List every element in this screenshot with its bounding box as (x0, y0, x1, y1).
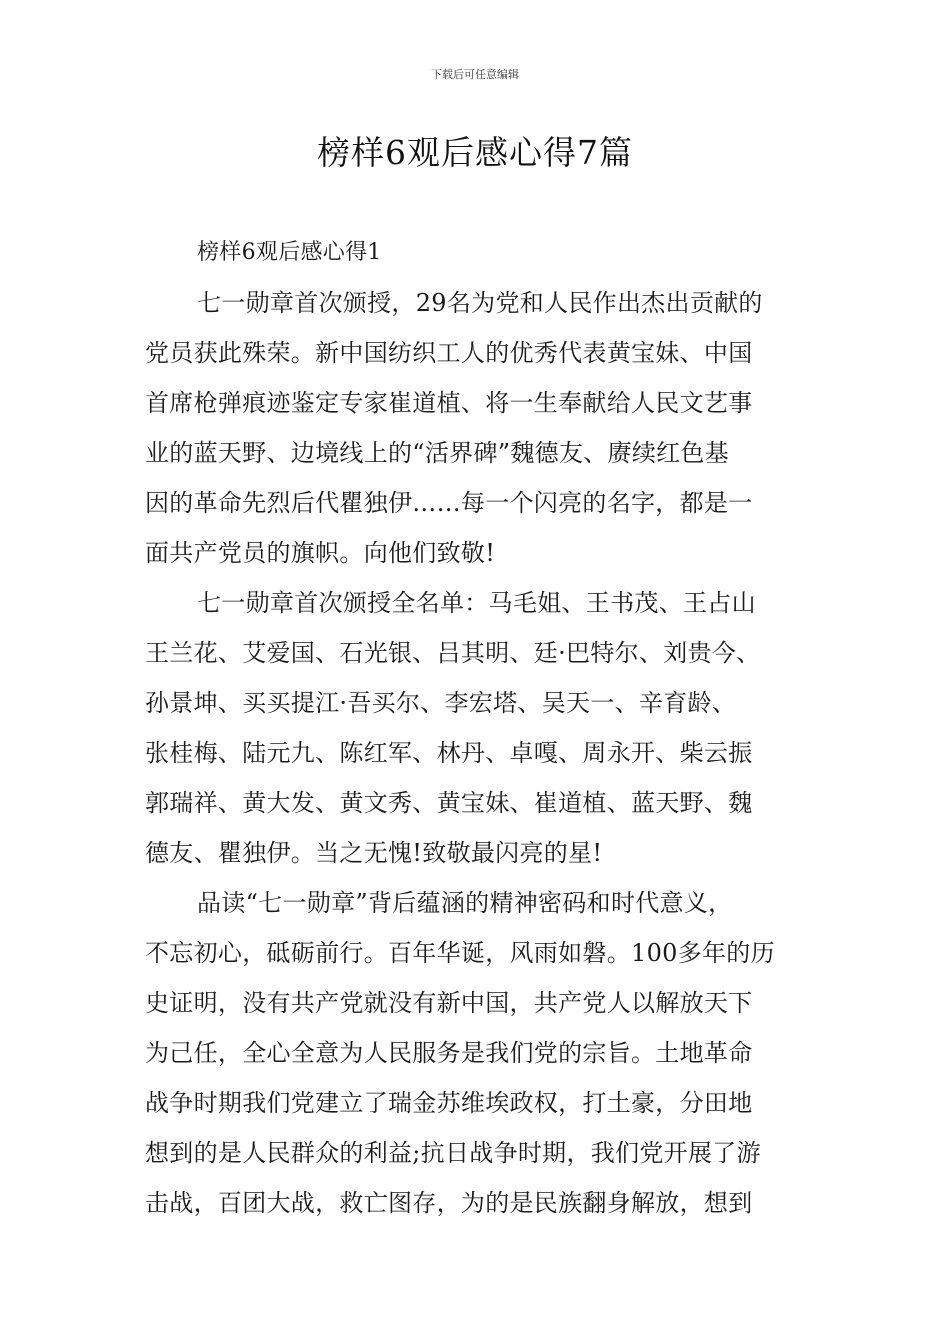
paragraph-line: 七一勋章首次颁授全名单：马毛姐、王书茂、王占山 (197, 589, 756, 617)
paragraph-line: 不忘初心，砥砺前行。百年华诞，风雨如磐。100多年的历 (145, 939, 775, 967)
paragraph-line: 业的蓝天野、边境线上的“活界碑”魏德友、赓续红色基 (145, 439, 730, 467)
paragraph (145, 578, 815, 878)
paragraph-line: 击战，百团大战，救亡图存，为的是民族翻身解放，想到 (145, 1189, 753, 1217)
document-title: 榜样6观后感心得7篇 (317, 133, 633, 172)
paragraph-line: 郭瑞祥、黄大发、黄文秀、黄宝妹、崔道植、蓝天野、魏 (145, 789, 753, 817)
paragraph-line: 德友、瞿独伊。当之无愧!致敬最闪亮的星! (145, 839, 603, 867)
paragraph-line: 孙景坤、买买提江·吾买尔、李宏塔、吴天一、辛育龄、 (145, 689, 737, 717)
section-heading: 榜样6观后感心得1 (197, 240, 382, 265)
paragraph (145, 878, 815, 1228)
paragraph (145, 278, 815, 578)
paragraph-line: 战争时期我们党建立了瑞金苏维埃政权，打土豪，分田地 (145, 1089, 753, 1117)
document-body (145, 228, 815, 1228)
header-note: 下载后可任意编辑 (431, 68, 519, 81)
paragraph-line: 王兰花、艾爱国、石光银、吕其明、廷·巴特尔、刘贵今、 (145, 639, 761, 667)
paragraph-line: 想到的是人民群众的利益;抗日战争时期，我们党开展了游 (145, 1139, 761, 1167)
paragraph-line: 为己任，全心全意为人民服务是我们党的宗旨。土地革命 (145, 1039, 753, 1067)
paragraph-line: 史证明，没有共产党就没有新中国，共产党人以解放天下 (145, 989, 753, 1017)
paragraph-line: 党员获此殊荣。新中国纺织工人的优秀代表黄宝妹、中国 (145, 339, 753, 367)
paragraph-line: 张桂梅、陆元九、陈红军、林丹、卓嘎、周永开、柴云振 (145, 739, 753, 767)
paragraph-line: 因的革命先烈后代瞿独伊……每一个闪亮的名字，都是一 (145, 489, 753, 517)
paragraph-line: 品读“七一勋章”背后蕴涵的精神密码和时代意义， (197, 889, 733, 917)
paragraph-line: 面共产党员的旗帜。向他们致敬! (145, 539, 496, 567)
paragraph-line: 首席枪弹痕迹鉴定专家崔道植、将一生奉献给人民文艺事 (145, 389, 753, 417)
paragraph-line: 七一勋章首次颁授，29名为党和人民作出杰出贡献的 (197, 289, 763, 317)
